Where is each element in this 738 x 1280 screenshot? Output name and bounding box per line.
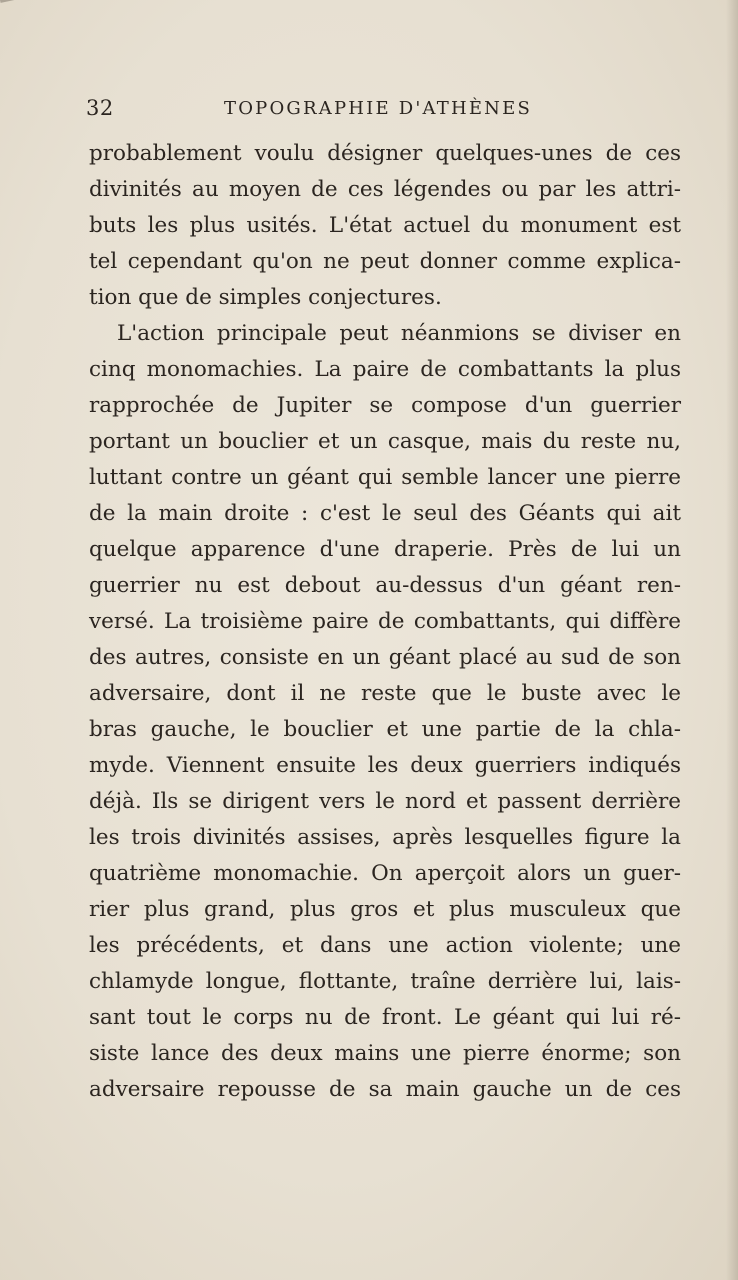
- running-title: TOPOGRAPHIE D'ATHÈNES: [224, 98, 532, 119]
- paragraph-start-line: L'action principale peut néanmions se diviser en: [117, 321, 681, 346]
- text-line: chlamyde longue, flottante, traîne derrière lui, lais-: [89, 969, 681, 994]
- page-edge-shadow: [726, 0, 738, 1280]
- text-line: buts les plus usités. L'état actuel du monument est: [89, 213, 681, 238]
- text-line: les trois divinités assises, après lesquelles figure la: [89, 825, 681, 850]
- text-line: probablement voulu désigner quelques-unes de ces: [89, 141, 681, 166]
- text-line: tion que de simples conjectures.: [89, 285, 442, 310]
- text-line: portant un bouclier et un casque, mais du reste nu,: [89, 429, 681, 454]
- text-line: rapprochée de Jupiter se compose d'un guerrier: [89, 393, 681, 418]
- text-line: guerrier nu est debout au-dessus d'un géant ren-: [89, 573, 681, 598]
- text-line: myde. Viennent ensuite les deux guerriers indiqués: [89, 753, 681, 778]
- text-line: cinq monomachies. La paire de combattants la plus: [89, 357, 681, 382]
- text-line: les précédents, et dans une action violente; une: [89, 933, 681, 958]
- text-line: siste lance des deux mains une pierre énorme; son: [89, 1041, 681, 1066]
- text-line: quatrième monomachie. On aperçoit alors un guer-: [89, 861, 681, 886]
- text-line: tel cependant qu'on ne peut donner comme explica-: [89, 249, 681, 274]
- text-line: sant tout le corps nu de front. Le géant qui lui ré-: [89, 1005, 681, 1030]
- running-head: [86, 96, 682, 126]
- text-line: divinités au moyen de ces légendes ou par les attri-: [89, 177, 681, 202]
- text-line: quelque apparence d'une draperie. Près de lui un: [89, 537, 681, 562]
- text-line: de la main droite : c'est le seul des Géants qui ait: [89, 501, 681, 526]
- body-text: [89, 136, 681, 1108]
- text-line: luttant contre un géant qui semble lancer une pierre: [89, 465, 681, 490]
- text-line: adversaire repousse de sa main gauche un de ces: [89, 1077, 681, 1102]
- text-line: bras gauche, le bouclier et une partie de la chla-: [89, 717, 681, 742]
- page-corner-mark: [0, 0, 44, 24]
- text-line: rier plus grand, plus gros et plus musculeux que: [89, 897, 681, 922]
- text-line: adversaire, dont il ne reste que le buste avec le: [89, 681, 681, 706]
- text-line: versé. La troisième paire de combattants, qui diffère: [89, 609, 681, 634]
- page-number: 32: [86, 96, 114, 120]
- text-line: des autres, consiste en un géant placé au sud de son: [89, 645, 681, 670]
- text-line: déjà. Ils se dirigent vers le nord et passent derrière: [89, 789, 681, 814]
